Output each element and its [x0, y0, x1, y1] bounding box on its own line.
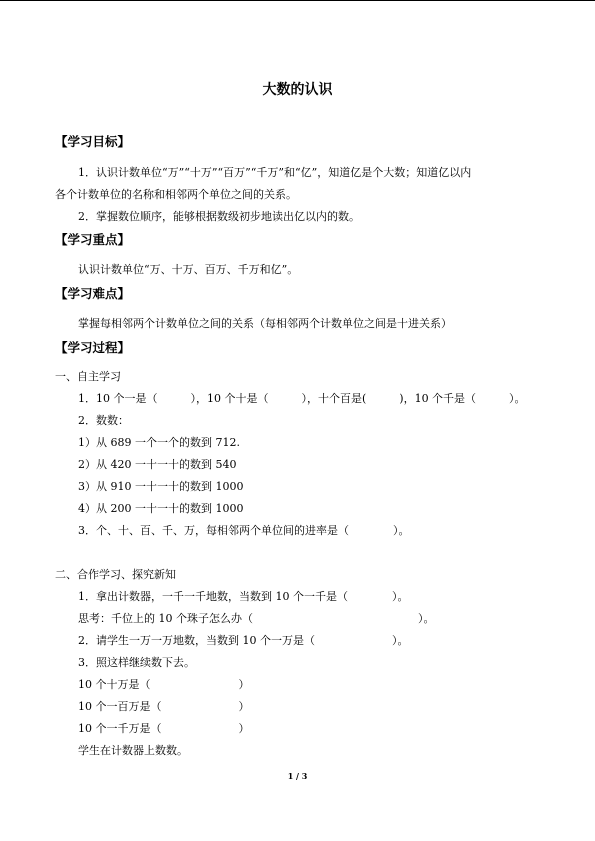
goals-item-2: 2．掌握数位顺序，能够根据数级初步地读出亿以内的数。: [78, 210, 360, 223]
part1-count-item-4: 4）从 200 一十一十的数到 1000: [78, 502, 244, 515]
part2-row-1: 10 个十万是（ ）: [78, 678, 250, 691]
difficulties-heading: 【学习难点】: [55, 286, 131, 301]
part2-heading: 二、合作学习、探究新知: [55, 568, 176, 581]
part2-row-2: 10 个一百万是（ ）: [78, 700, 250, 713]
part2-question-2: 2．请学生一万一万地数，当数到 10 个一万是（ ）。: [78, 634, 409, 647]
part1-question-3: 3．个、十、百、千、万，每相邻两个单位间的进率是（ ）。: [78, 524, 410, 537]
key-points-text: 认识计数单位“万、十万、百万、千万和亿”。: [78, 263, 299, 276]
part2-think: 思考：千位上的 10 个珠子怎么办（ ）。: [78, 612, 435, 625]
goals-item-1-line-2: 各个计数单位的名称和相邻两个单位之间的关系。: [55, 188, 297, 201]
process-heading: 【学习过程】: [55, 340, 131, 355]
top-border-line: [0, 0, 595, 1]
part2-end: 学生在计数器上数数。: [78, 744, 188, 757]
goals-heading: 【学习目标】: [55, 134, 131, 149]
key-points-heading: 【学习重点】: [55, 232, 131, 247]
page-number: 1 / 3: [287, 771, 308, 781]
part1-count-item-3: 3）从 910 一十一十的数到 1000: [78, 480, 244, 493]
part1-question-2: 2．数数：: [78, 414, 129, 427]
part1-question-1: 1．10 个一是（ ），10 个十是（ ），十个百是( )，10 个千是（ ）。: [78, 392, 526, 405]
part1-count-item-2: 2）从 420 一十一十的数到 540: [78, 458, 237, 471]
difficulties-text: 掌握每相邻两个计数单位之间的关系（每相邻两个计数单位之间是十进关系）: [78, 317, 452, 330]
part1-count-item-1: 1）从 689 一个一个的数到 712.: [78, 436, 240, 449]
goals-item-1-line-1: 1．认识计数单位“万”“十万”“百万”“千万”和“亿”，知道亿是个大数；知道亿以内: [78, 166, 472, 179]
part1-heading: 一、自主学习: [55, 370, 121, 383]
part2-row-3: 10 个一千万是（ ）: [78, 722, 250, 735]
page-title: 大数的认识: [262, 82, 333, 98]
part2-question-1: 1．拿出计数器，一千一千地数，当数到 10 个一千是（ ）。: [78, 590, 409, 603]
part2-question-3: 3．照这样继续数下去。: [78, 656, 195, 669]
